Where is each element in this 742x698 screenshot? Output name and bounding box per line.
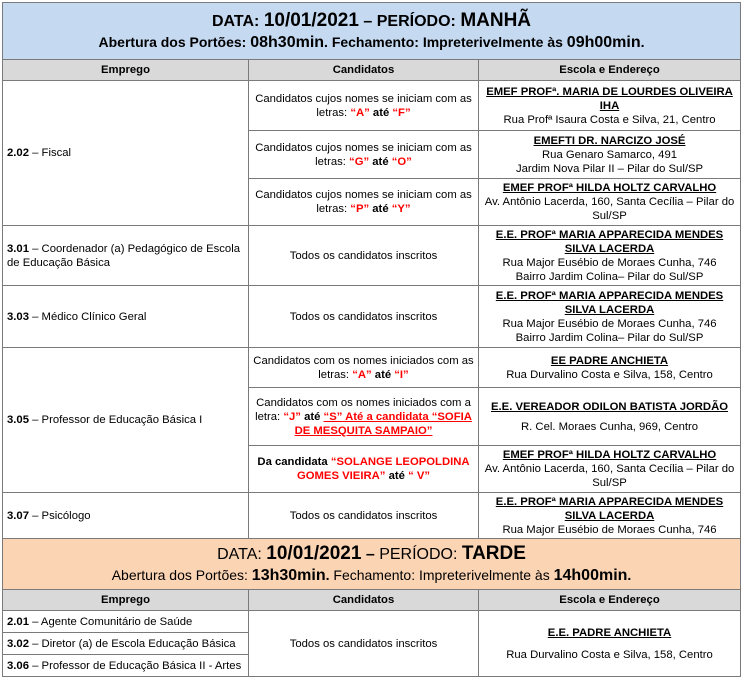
morning-period: MANHÃ	[460, 10, 532, 31]
job-cell: 3.01 – Coordenador (a) Pedagógico de Escola de Educação Básica	[3, 226, 249, 286]
header-escola: Escola e Endereço	[479, 60, 741, 81]
school-cell: EMEF PROFª HILDA HOLTZ CARVALHO Av. Antônio Lacerda, 160, Santa Cecília – Pilar do Sul/SP	[479, 446, 741, 493]
header-emprego: Emprego	[3, 590, 249, 611]
job-cell: 3.07 – Psicólogo	[3, 493, 249, 539]
job-cell: 3.03 – Médico Clínico Geral	[3, 286, 249, 348]
school-cell: E.E. PROFª MARIA APPARECIDA MENDES SILVA LACERDA Rua Major Eusébio de Moraes Cunha, 746	[479, 493, 741, 539]
candidates-cell: Todos os candidatos inscritos	[249, 493, 479, 539]
table-row	[3, 493, 741, 539]
candidates-cell: Candidatos com os nomes iniciados com a letra: “J” até “S” Até a candidata “SOFIA DE MESQUITA SAMPAIO”	[249, 388, 479, 446]
morning-column-headers	[3, 60, 741, 81]
afternoon-header-row	[3, 539, 741, 590]
school-cell: E.E. PADRE ANCHIETA Rua Durvalino Costa e Silva, 158, Centro	[479, 611, 741, 677]
afternoon-gates-line: Abertura dos Portões: 13h30min. Fechamento: Impreterivelmente às 14h00min.	[111, 567, 632, 584]
header-emprego: Emprego	[3, 60, 249, 81]
candidates-cell: Candidatos cujos nomes se iniciam com as letras: “A” até “F”	[249, 81, 479, 131]
candidates-cell: Candidatos com os nomes iniciados com as letras: “A” até “I”	[249, 348, 479, 388]
candidates-cell: Todos os candidatos inscritos	[249, 226, 479, 286]
school-cell: EMEFTI DR. NARCIZO JOSÉ Rua Genaro Samarco, 491 Jardim Nova Pilar II – Pilar do Sul/SP	[479, 131, 741, 179]
job-cell: 3.06 – Professor de Educação Básica II - Artes	[3, 655, 249, 677]
school-cell: EMEF PROFª. MARIA DE LOURDES OLIVEIRA IHA Rua Profª Isaura Costa e Silva, 21, Centro	[479, 81, 741, 131]
afternoon-date-line: DATA: 10/01/2021 – PERÍODO: TARDE	[217, 543, 526, 564]
header-candidatos: Candidatos	[249, 590, 479, 611]
table-row	[3, 611, 741, 633]
morning-date-line: DATA: 10/01/2021 – PERÍODO: MANHÃ	[211, 10, 532, 31]
afternoon-banner	[3, 539, 741, 590]
job-cell: 2.01 – Agente Comunitário de Saúde	[3, 611, 249, 633]
candidates-cell: Candidatos cujos nomes se iniciam com as letras: “G” até “O”	[249, 131, 479, 179]
school-cell: EMEF PROFª HILDA HOLTZ CARVALHO Av. Antônio Lacerda, 160, Santa Cecília – Pilar do Sul/SP	[479, 179, 741, 226]
table-row	[3, 226, 741, 286]
school-cell: EE PADRE ANCHIETA Rua Durvalino Costa e Silva, 158, Centro	[479, 348, 741, 388]
candidates-cell: Da candidata “SOLANGE LEOPOLDINA GOMES VIEIRA” até “ V”	[249, 446, 479, 493]
exam-schedule-table	[2, 2, 741, 677]
school-cell: E.E. PROFª MARIA APPARECIDA MENDES SILVA LACERDA Rua Major Eusébio de Moraes Cunha, 746 Bairro Jardim Colina– Pilar do Sul/SP	[479, 286, 741, 348]
job-cell: 3.02 – Diretor (a) de Escola Educação Básica	[3, 633, 249, 655]
header-candidatos: Candidatos	[249, 60, 479, 81]
candidates-cell: Candidatos cujos nomes se iniciam com as letras: “P” até “Y”	[249, 179, 479, 226]
morning-gates-line: Abertura dos Portões: 08h30min. Fechamento: Impreterivelmente às 09h00min.	[98, 34, 645, 51]
job-cell: 2.02 – Fiscal	[3, 81, 249, 226]
morning-header-row	[3, 3, 741, 60]
morning-banner	[3, 3, 741, 60]
job-cell: 3.05 – Professor de Educação Básica I	[3, 348, 249, 493]
candidates-cell: Todos os candidatos inscritos	[249, 286, 479, 348]
afternoon-column-headers	[3, 590, 741, 611]
afternoon-period: TARDE	[461, 543, 526, 564]
candidates-cell: Todos os candidatos inscritos	[249, 611, 479, 677]
school-cell: E.E. VEREADOR ODILON BATISTA JORDÃO R. Cel. Moraes Cunha, 969, Centro	[479, 388, 741, 446]
school-cell: E.E. PROFª MARIA APPARECIDA MENDES SILVA LACERDA Rua Major Eusébio de Moraes Cunha, 746 Bairro Jardim Colina– Pilar do Sul/SP	[479, 226, 741, 286]
header-escola: Escola e Endereço	[479, 590, 741, 611]
table-row	[3, 286, 741, 348]
table-row	[3, 348, 741, 388]
table-row	[3, 81, 741, 131]
